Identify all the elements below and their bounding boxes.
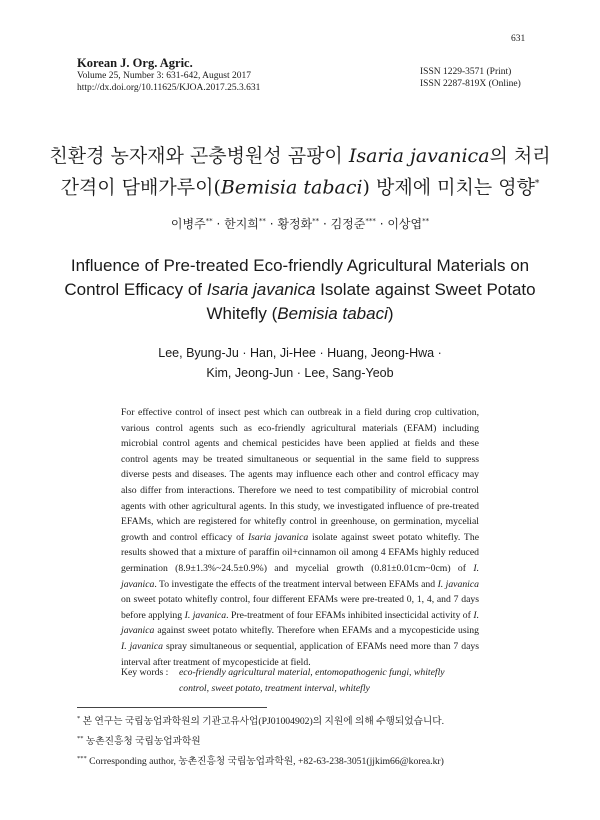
author-mark: ** [422, 217, 430, 225]
volume-line: Volume 25, Number 3: 631-642, August 2017 [77, 71, 251, 81]
keywords-label: Key words : [121, 667, 169, 678]
keywords-text: eco-friendly agricultural material, entomopathogenic fungi, whitefly control, sweet potato, treatment interval, whitefly [179, 667, 445, 694]
korean-title-line-2: 간격이 담배가루이(Bemisia tabaci) 방제에 미치는 영향* [60, 176, 540, 199]
english-authors-line-1: Lee, Byung-Ju · Han, Ji-Hee · Huang, Jeong-Hwa · [158, 346, 442, 360]
author-mark: ** [312, 217, 320, 225]
species-name: Isaria javanica [247, 531, 309, 543]
author-mark: *** [365, 217, 376, 225]
species-name: Bemisia tabaci [277, 304, 388, 323]
footnote-mark: ** [77, 735, 84, 743]
english-title-line-1: Influence of Pre-treated Eco-friendly Agricultural Materials on [70, 256, 530, 275]
species-name: I. javanica [121, 609, 479, 637]
page-number: 631 [511, 34, 526, 44]
footnote-mark: * [77, 715, 81, 722]
footnote-item: ** 농촌진흥청 국립농업과학원 [77, 735, 201, 748]
species-name: Isaria javanica [348, 145, 490, 167]
issn-block [420, 67, 521, 90]
korean-authors [0, 215, 600, 232]
species-name: I. javanica [184, 609, 227, 621]
footnote-mark: *** [77, 755, 87, 763]
doi-link[interactable]: http://dx.doi.org/10.11625/KJOA.2017.25.3.631 [77, 82, 261, 93]
author-name: 김정준 [330, 217, 366, 231]
korean-title [40, 142, 560, 201]
footnote-mark: * [534, 179, 540, 189]
author-name: 이상엽 [387, 217, 423, 231]
author-mark: ** [205, 217, 213, 225]
species-name: I. javanica [121, 640, 163, 652]
author-separator: · [319, 217, 331, 231]
author-separator: · [212, 217, 225, 231]
english-authors-line-2: Kim, Jeong-Jun · Lee, Sang-Yeob [206, 366, 394, 380]
english-title-line-3: Whitefly (Bemisia tabaci) [206, 304, 394, 323]
author-name: 한지희 [224, 217, 259, 231]
species-name: I. javanica [437, 578, 479, 590]
english-title-line-2: Control Efficacy of Isaria javanica Isolate against Sweet Potato [64, 280, 536, 299]
footnotes [77, 710, 444, 771]
author-mark: ** [258, 217, 266, 225]
species-name: I. javanica [121, 562, 479, 590]
issn-online: ISSN 2287-819X (Online) [420, 78, 521, 89]
korean-title-line-1: 친환경 농자재와 곤충병원성 곰팡이 Isaria javanica의 처리 [49, 145, 551, 167]
journal-header [77, 56, 260, 94]
author-separator: · [375, 217, 388, 231]
footnote-item: * 본 연구는 국립농업과학원의 기관고유사업(PJ01004902)의 지원에 의해 수행되었습니다. [77, 715, 445, 728]
author-separator: · [265, 217, 278, 231]
abstract: For effective control of insect pest which can outbreak in a field during crop cultivation, various control agents such as eco-friendly agricultural materials (EFAM) including microbial control agents and chemical pesticides have been applied at fields and these control agents may be treated simultaneous or sequential in the same field to suppress diverse pests and diseases. The agents may influence each other and control efficacy may also differ from interactions. Therefore we need to test compatibility of microbial control agents with other agricultural agents. In this study, we investigated influence of pre-treated EFAMs, which are registered for whitefly control in greenhouse, on germination, mycelial growth and control efficacy of Isaria javanica isolate against sweet potato whitefly. The results showed that a mixture of paraffin oil+cinnamon oil among 4 EFAMs highly reduced germination (8.9±1.3%~24.5±0.9%) and mycelial growth (0.81±0.01cm~0cm) of I. javanica. To investigate the effects of the treatment interval between EFAMs and I. javanica on sweet potato whitefly control, four different EFAMs were pre-treated 0, 1, 4, and 7 days before applying I. javanica. Pre-treatment of four EFAMs inhibited insecticidal activity of I. javanica against sweet potato whitefly. Therefore when EFAMs and a mycopesticide using I. javanica spray simultaneous or sequential, application of EFAMs need more than 7 days interval after treatment of mycopesticide at field. [121, 407, 480, 668]
keywords [121, 665, 479, 696]
english-authors [40, 343, 560, 383]
footnote-item: *** Corresponding author, 농촌진흥청 국립농업과학원, +82-63-238-3051(jjkim66@korea.kr) [77, 755, 444, 768]
journal-name: Korean J. Org. Agric. [77, 56, 193, 70]
author-name: 이병주 [170, 217, 206, 231]
issn-print: ISSN 1229-3571 (Print) [420, 67, 512, 77]
english-title [50, 254, 550, 326]
species-name: Isaria javanica [206, 280, 316, 299]
footnote-divider [77, 707, 267, 708]
author-name: 황정화 [277, 217, 313, 231]
species-name: Bemisia tabaci [220, 176, 363, 199]
